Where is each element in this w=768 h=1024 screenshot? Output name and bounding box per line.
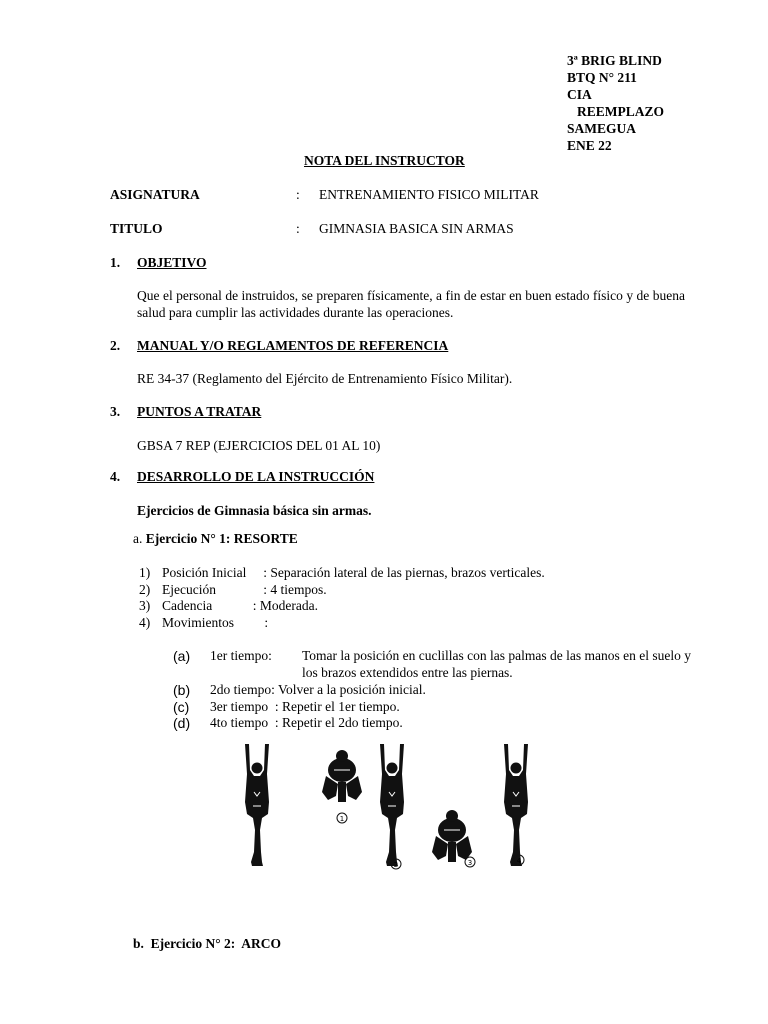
exercise-a-letter: a. — [133, 531, 143, 546]
section-3-number: 3. — [110, 404, 121, 419]
header-line-date: ENE 22 — [567, 138, 612, 153]
movement-text: 3er tiempo : Repetir el 1er tiempo. — [210, 699, 400, 714]
exercise-b-letter: b. — [133, 936, 144, 951]
movement-text: 4to tiempo : Repetir el 2do tiempo. — [210, 715, 403, 730]
movement-label: 1er tiempo: — [210, 648, 272, 663]
figure-standing — [504, 744, 528, 866]
movement-letter: (a) — [173, 648, 191, 664]
document-title: NOTA DEL INSTRUCTOR — [304, 153, 465, 168]
list-item-text: Posición Inicial : Separación lateral de las piernas, brazos verticales. — [162, 565, 545, 580]
header-line-replacement: REEMPLAZO — [577, 104, 665, 119]
titulo-colon: : — [296, 221, 300, 236]
movement-text: 2do tiempo: Volver a la posición inicial. — [210, 682, 426, 697]
list-item-number: 4) — [139, 615, 151, 630]
list-item-text: Cadencia : Moderada. — [162, 598, 318, 613]
header-line-company: CIA — [567, 87, 592, 102]
section-4-subtitle: Ejercicios de Gimnasia básica sin armas. — [137, 503, 372, 518]
section-4-number: 4. — [110, 469, 121, 484]
exercise-b-title: Ejercicio N° 2: ARCO — [150, 936, 282, 951]
svg-text:4: 4 — [516, 857, 522, 865]
svg-text:2: 2 — [393, 861, 399, 869]
figure-standing — [380, 744, 404, 866]
exercise-a-title: Ejercicio N° 1: RESORTE — [145, 531, 298, 546]
movement-letter: (c) — [173, 699, 190, 715]
asignatura-colon: : — [296, 187, 300, 202]
movement-letter: (b) — [173, 682, 191, 698]
section-2-text: RE 34-37 (Reglamento del Ejército de Entrenamiento Físico Militar). — [137, 371, 513, 386]
figure-squat — [432, 810, 472, 862]
header-line-location: SAMEGUA — [567, 121, 637, 136]
section-1-text: Que el personal de instruidos, se preparen físicamente, a fin de estar en buen estado físico y de buena salud para cumplir las actividades durante las operaciones. — [137, 288, 685, 320]
list-item-text: Ejecución : 4 tiempos. — [162, 582, 327, 597]
list-item-number: 3) — [139, 598, 151, 613]
unit-header — [567, 52, 664, 154]
list-item-text: Movimientos : — [162, 615, 269, 630]
section-3-text: GBSA 7 REP (EJERCICIOS DEL 01 AL 10) — [137, 438, 381, 453]
movement-letter: (d) — [173, 715, 191, 731]
asignatura-label: ASIGNATURA — [110, 187, 200, 202]
header-line-battalion: BTQ N° 211 — [567, 70, 637, 85]
section-4-title: DESARROLLO DE LA INSTRUCCIÓN — [137, 469, 375, 484]
exercise-figures-illustration — [230, 742, 540, 874]
titulo-value: GIMNASIA BASICA SIN ARMAS — [319, 221, 514, 236]
movement-text: Tomar la posición en cuclillas con las palmas de las manos en el suelo y los brazos extendidos entre las piernas. — [302, 648, 691, 680]
section-2-title: MANUAL Y/O REGLAMENTOS DE REFERENCIA — [137, 338, 449, 353]
section-1-number: 1. — [110, 255, 121, 270]
section-1-title: OBJETIVO — [137, 255, 207, 270]
list-item-number: 1) — [139, 565, 151, 580]
titulo-label: TITULO — [110, 221, 163, 236]
list-item-number: 2) — [139, 582, 151, 597]
header-line-brigade: 3ª BRIG BLIND — [567, 53, 662, 68]
svg-text:1: 1 — [339, 815, 345, 823]
svg-text:3: 3 — [467, 859, 473, 867]
figure-mark-3 — [465, 857, 475, 867]
figure-standing — [245, 744, 269, 866]
section-3-title: PUNTOS A TRATAR — [137, 404, 262, 419]
figure-mark-1 — [337, 813, 347, 823]
asignatura-value: ENTRENAMIENTO FISICO MILITAR — [319, 187, 539, 202]
section-2-number: 2. — [110, 338, 121, 353]
exercise-a-heading — [133, 531, 298, 548]
figure-squat — [322, 750, 362, 802]
exercise-b-heading — [133, 936, 281, 953]
